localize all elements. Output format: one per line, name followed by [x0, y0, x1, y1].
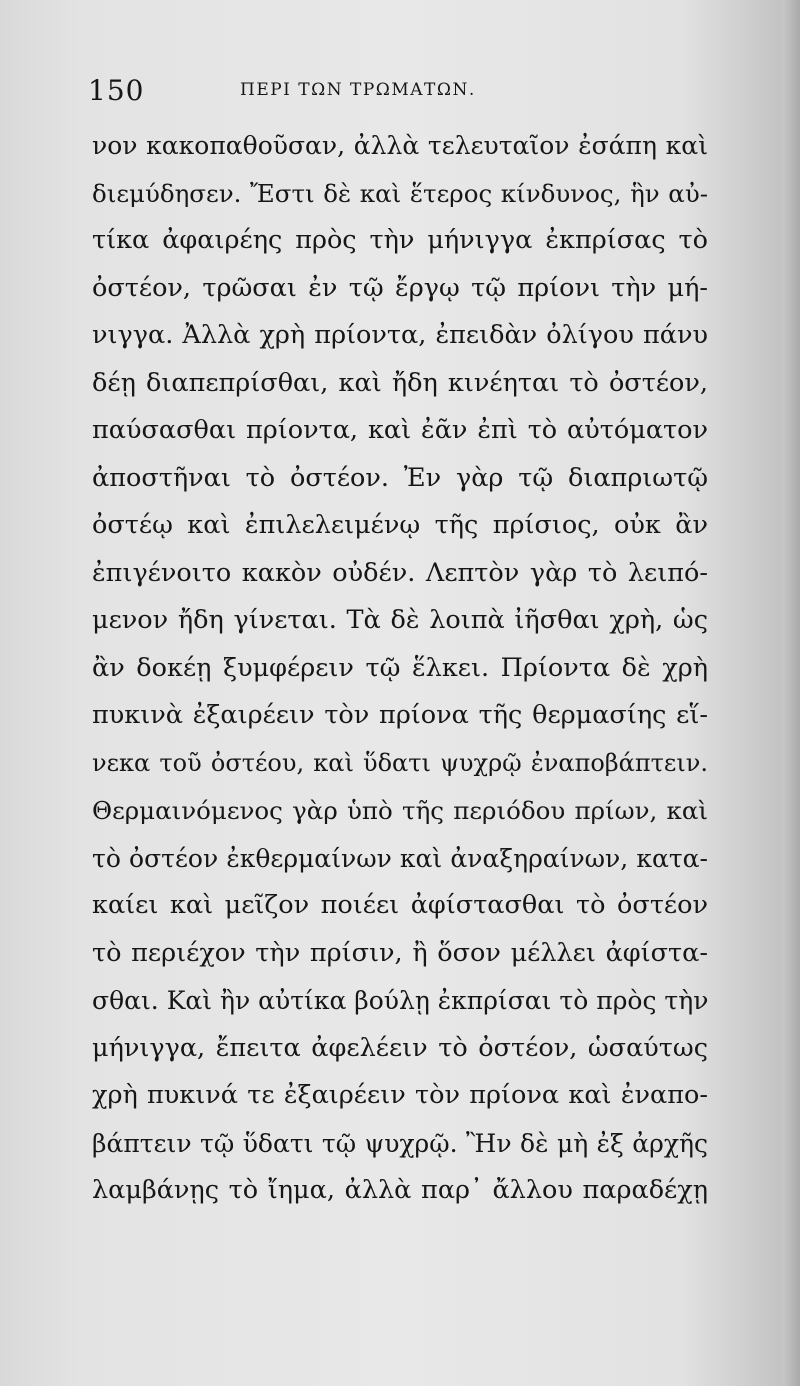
- text-line: δέῃ διαπεπρίσθαι, καὶ ἤδη κινέηται τὸ ὀστέον,: [92, 367, 708, 398]
- text-line: ἐπιγένοιτο κακὸν οὐδέν. Λεπτὸν γὰρ τὸ λειπό-: [92, 557, 708, 588]
- text-line: λαμβάνῃς τὸ ἴημα, ἀλλὰ παρ᾽ ἄλλου παραδέχῃ: [92, 1175, 708, 1205]
- text-line: ὀστέῳ καὶ ἐπιλελειμένῳ τῆς πρίσιος, οὐκ ἂν: [92, 510, 708, 540]
- page-header: [88, 74, 708, 114]
- text-line: νεκα τοῦ ὀστέου, καὶ ὕδατι ψυχρῷ ἐναποβάπτειν.: [92, 748, 708, 777]
- text-line: διεμύδησεν. Ἔστι δὲ καὶ ἕτερος κίνδυνος, ἣν αὐ-: [92, 178, 708, 208]
- text-line: μήνιγγα, ἔπειτα ἀφελέειν τὸ ὀστέον, ὡσαύτως: [92, 1032, 708, 1063]
- text-line: ὀστέον, τρῶσαι ἐν τῷ ἔργῳ τῷ πρίονι τὴν μή-: [92, 272, 708, 303]
- text-line: Θερμαινόμενος γὰρ ὑπὸ τῆς περιόδου πρίων, καὶ: [92, 796, 708, 825]
- text-line: τὸ ὀστέον ἐκθερμαίνων καὶ ἀναξηραίνων, κατα-: [92, 843, 708, 873]
- text-line: ἀποστῆναι τὸ ὀστέον. Ἐν γὰρ τῷ διαπριωτῷ: [92, 462, 708, 493]
- text-line: σθαι. Καὶ ἢν αὐτίκα βούλῃ ἐκπρίσαι τὸ πρὸς τὴν: [92, 986, 709, 1015]
- text-line: νιγγα. Ἀλλὰ χρὴ πρίοντα, ἐπειδὰν ὀλίγου πάνυ: [92, 320, 708, 350]
- page-edge-shadow: [782, 0, 800, 1386]
- text-line: πυκινὰ ἐξαιρέειν τὸν πρίονα τῆς θερμασίης εἵ-: [92, 700, 708, 730]
- text-line: νον κακοπαθοῦσαν, ἀλλὰ τελευταῖον ἐσάπη καὶ: [92, 131, 708, 160]
- text-line: τίκα ἀφαιρέης πρὸς τὴν μήνιγγα ἐκπρίσας τὸ: [92, 225, 708, 255]
- text-line: μενον ἤδη γίνεται. Τὰ δὲ λοιπὰ ἰῆσθαι χρὴ, ὡς: [92, 605, 708, 635]
- body-text: [92, 122, 708, 1215]
- text-line: παύσασθαι πρίοντα, καὶ ἐᾶν ἐπὶ τὸ αὐτόματον: [92, 415, 708, 445]
- page-number: 150: [88, 74, 145, 107]
- text-line: καίει καὶ μεῖζον ποιέει ἀφίστασθαι τὸ ὀστέον: [92, 890, 708, 920]
- text-line: τὸ περιέχον τὴν πρίσιν, ἢ ὅσον μέλλει ἀφίστα-: [92, 937, 708, 968]
- running-head: ΠΕΡΙ ΤΩΝ ΤΡΩΜΑΤΩΝ.: [240, 80, 476, 100]
- text-line: χρὴ πυκινά τε ἐξαιρέειν τὸν πρίονα καὶ ἐναπο-: [92, 1080, 708, 1110]
- text-line: βάπτειν τῷ ὕδατι τῷ ψυχρῷ. Ἢν δὲ μὴ ἐξ ἀρχῆς: [92, 1128, 708, 1158]
- text-line: ἂν δοκέῃ ξυμφέρειν τῷ ἕλκει. Πρίοντα δὲ χρὴ: [92, 652, 708, 683]
